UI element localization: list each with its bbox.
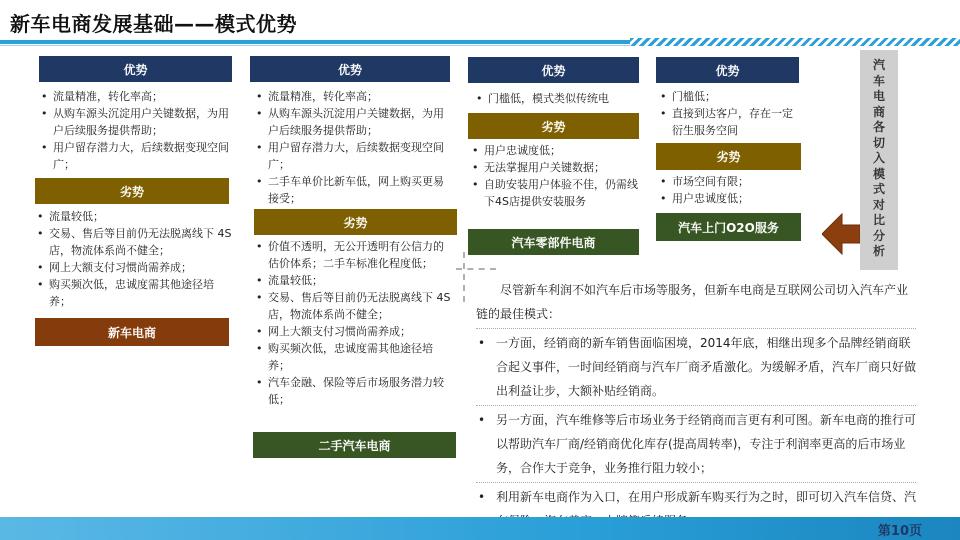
col3-advantage-list bbox=[474, 90, 644, 107]
col1-disadvantage-list bbox=[35, 208, 233, 310]
col3-disadvantage-header: 劣势 bbox=[468, 113, 639, 139]
analysis-intro: 尽管新车利润不如汽车后市场等服务，但新车电商是互联网公司切入汽车产业链的最佳模式： bbox=[476, 283, 909, 321]
list-item: • 交易、售后等目前仍无法脱离线下 4S 店，物流体系尚不健全； bbox=[35, 225, 233, 259]
list-item: • 用户留存潜力大，后续数据变现空间广； bbox=[254, 139, 454, 173]
list-item: • 直接到达客户，存在一定衍生服务空间 bbox=[658, 105, 803, 139]
col2-disadvantage-list bbox=[254, 238, 454, 408]
analysis-text bbox=[476, 278, 916, 533]
list-item: • 网上大额支付习惯尚需养成； bbox=[254, 323, 454, 340]
col3-advantage-header: 优势 bbox=[468, 57, 639, 83]
side-label-char: 比 bbox=[872, 213, 885, 227]
side-label-char: 切 bbox=[872, 135, 885, 150]
list-item: • 购买频次低，忠诚度需其他途径培养； bbox=[254, 340, 454, 374]
col1-model-name: 新车电商 bbox=[35, 318, 229, 346]
list-item: • 流量较低； bbox=[35, 208, 233, 225]
side-label-char: 对 bbox=[872, 197, 885, 212]
dashed-divider-horizontal bbox=[456, 268, 496, 270]
comparison-side-label bbox=[860, 50, 898, 270]
page-title: 新车电商发展基础——模式优势 bbox=[10, 12, 297, 36]
list-item: • 利用新车电商作为入口，在用户形成新车购买行为之时，即可切入汽车信贷、汽 bbox=[476, 485, 916, 533]
col4-model-name: 汽车上门O2O服务 bbox=[656, 213, 801, 241]
list-item: • 流量精准，转化率高； bbox=[254, 88, 454, 105]
list-item: • 用户忠诚度低； bbox=[470, 142, 640, 159]
side-label-char: 模 bbox=[872, 166, 885, 181]
left-arrow-icon bbox=[822, 212, 862, 256]
col1-advantage-header: 优势 bbox=[39, 56, 232, 82]
list-item: • 网上大额支付习惯尚需养成； bbox=[35, 259, 233, 276]
side-label-char: 分 bbox=[872, 228, 885, 243]
side-label-char: 汽 bbox=[872, 58, 885, 72]
col2-disadvantage-header: 劣势 bbox=[254, 209, 457, 235]
col3-model-name: 汽车零部件电商 bbox=[468, 229, 639, 255]
list-item: • 一方面，经销商的新车销售面临困境，2014年底，相继出现多个品牌经销商联合起义事件，一时间经销商与汽车厂商矛盾激化。为缓解矛盾，汽车厂商只好做出利益让步，大额补贴经销商。 bbox=[476, 331, 916, 403]
dotted-separator bbox=[476, 405, 916, 406]
col1-disadvantage-header: 劣势 bbox=[35, 178, 229, 204]
side-label-char: 析 bbox=[872, 244, 885, 258]
list-item: • 汽车金融、保险等后市场服务潜力较低； bbox=[254, 374, 454, 408]
list-item: • 价值不透明，无公开透明有公信力的估价体系；二手车标准化程度低； bbox=[254, 238, 454, 272]
col2-advantage-header: 优势 bbox=[250, 56, 450, 82]
list-item: • 自助安装用户体验不佳，仍需线下4S店提供安装服务 bbox=[470, 176, 640, 210]
list-item: • 门槛低，模式类似传统电 bbox=[474, 90, 644, 107]
dashed-divider-vertical bbox=[463, 252, 465, 302]
list-item: • 从购车源头沉淀用户关键数据，为用户后续服务提供帮助； bbox=[39, 105, 233, 139]
col4-advantage-header: 优势 bbox=[656, 57, 799, 83]
col4-disadvantage-header: 劣势 bbox=[656, 143, 801, 170]
col1-advantage-list bbox=[39, 88, 233, 173]
title-stripe-decoration bbox=[630, 38, 960, 46]
side-label-char: 各 bbox=[872, 120, 885, 134]
list-item: • 用户留存潜力大，后续数据变现空间广； bbox=[39, 139, 233, 173]
dotted-separator bbox=[476, 482, 916, 483]
list-item: • 市场空间有限； bbox=[658, 173, 803, 190]
page-number: 第10页 bbox=[877, 524, 922, 539]
list-item: • 另一方面，汽车维修等后市场业务于经销商而言更有利可图。新车电商的推行可以帮助汽车厂商/经销商优化库存(提高周转率)，专注于利润率更高的后市场业务，合作大于竞争，业务推行阻力较小； bbox=[476, 408, 916, 480]
side-label-char: 式 bbox=[872, 182, 885, 196]
side-label-char: 入 bbox=[872, 151, 885, 165]
col4-advantage-list bbox=[658, 88, 803, 139]
list-item: • 流量较低； bbox=[254, 272, 454, 289]
side-label-char: 电 bbox=[872, 89, 885, 103]
col3-disadvantage-list bbox=[470, 142, 640, 210]
list-item: • 二手车单价比新车低，网上购买更易接受； bbox=[254, 173, 454, 207]
analysis-points bbox=[476, 331, 916, 533]
list-item: • 从购车源头沉淀用户关键数据，为用户后续服务提供帮助； bbox=[254, 105, 454, 139]
dotted-separator bbox=[476, 328, 916, 329]
col2-advantage-list bbox=[254, 88, 454, 207]
list-item: • 无法掌握用户关键数据； bbox=[470, 159, 640, 176]
side-label-char: 车 bbox=[872, 73, 885, 88]
list-item: • 购买频次低，忠诚度需其他途径培养； bbox=[35, 276, 233, 310]
list-item: • 用户忠诚度低； bbox=[658, 190, 803, 207]
list-item: • 流量精准，转化率高； bbox=[39, 88, 233, 105]
col2-model-name: 二手汽车电商 bbox=[253, 432, 456, 458]
list-item: • 交易、售后等目前仍无法脱离线下 4S 店，物流体系尚不健全； bbox=[254, 289, 454, 323]
side-label-char: 商 bbox=[872, 104, 885, 119]
col4-disadvantage-list bbox=[658, 173, 803, 207]
footer-bar bbox=[0, 517, 960, 540]
list-item: • 门槛低； bbox=[658, 88, 803, 105]
